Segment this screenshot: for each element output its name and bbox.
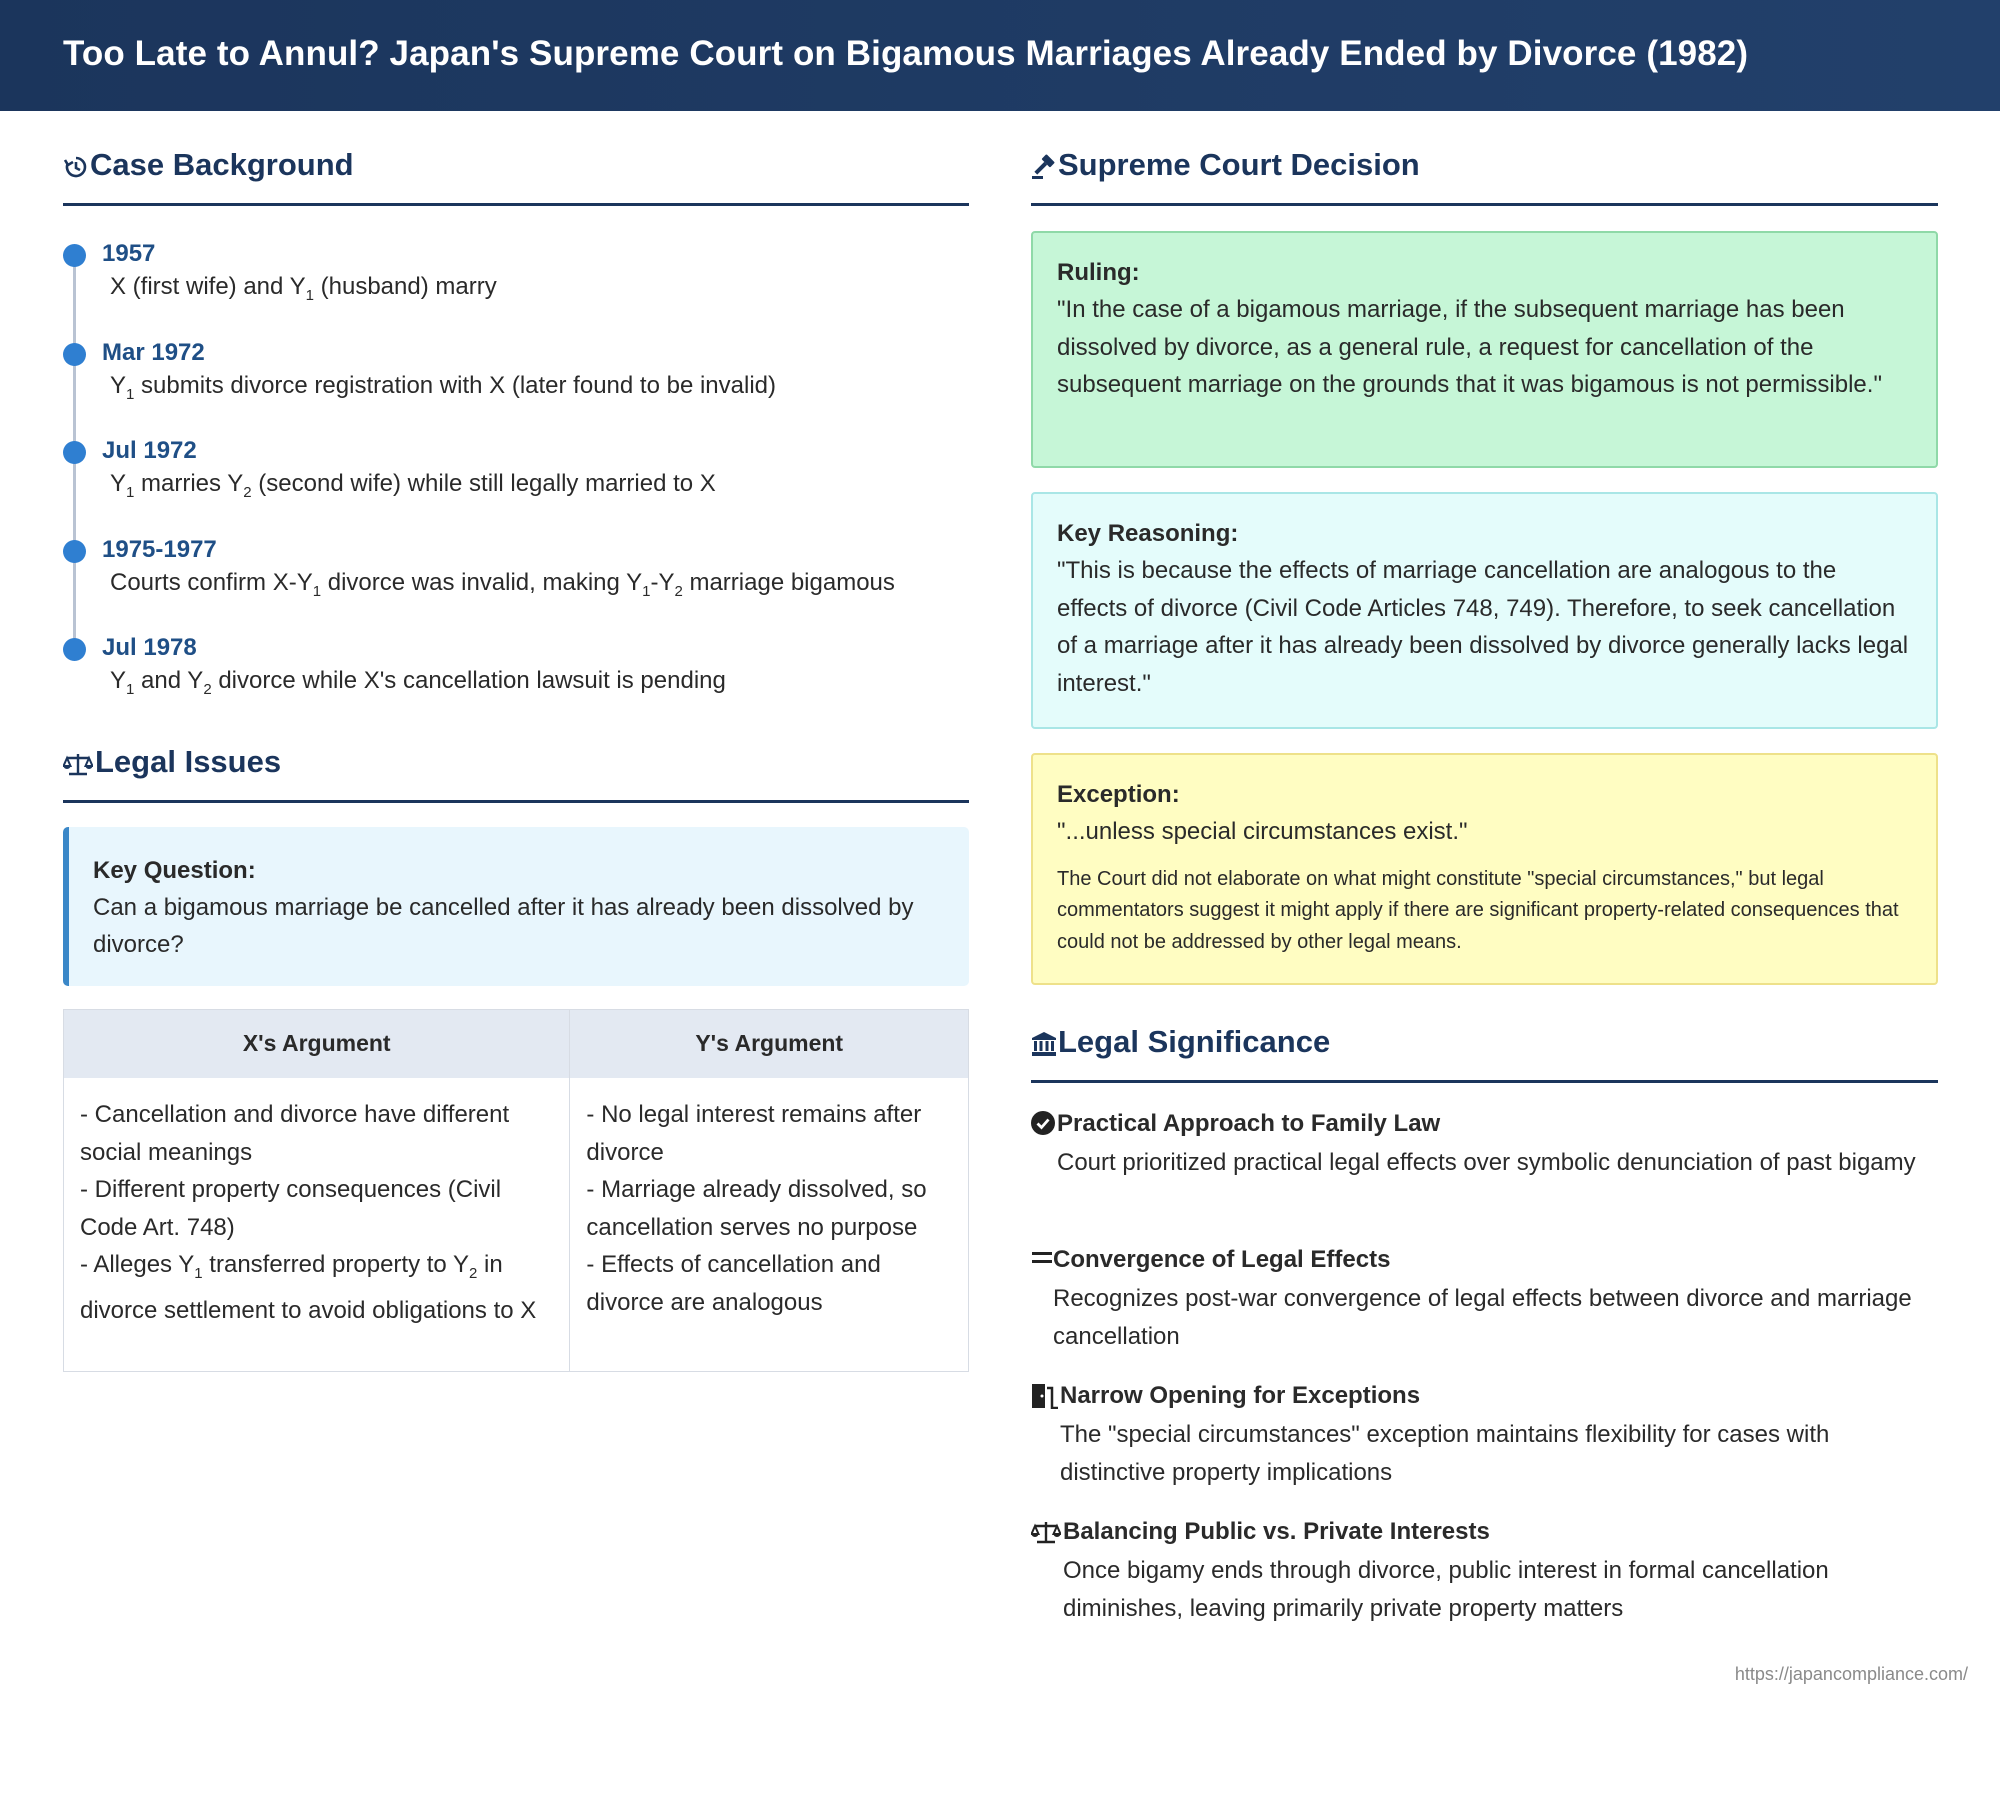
timeline-date: 1975-1977 [102, 535, 217, 563]
section-divider [1031, 1080, 1938, 1083]
significance-item [1031, 1379, 1938, 1515]
key-question-box [63, 827, 969, 986]
significance-title: Legal Significance [1058, 1024, 1331, 1059]
reasoning-text: "This is because the effects of marriage cancellation are analogous to the effects of divorce (Civil Code Articles 748, 749). Therefore, to seek cancellation of a marriage after it has already been dissolved by divorce generally lacks legal interest." [1057, 557, 1909, 697]
significance-item-title: Convergence of Legal Effects [1053, 1245, 1391, 1273]
timeline-event [63, 232, 969, 331]
institution-icon [1031, 1029, 1057, 1055]
significance-item [1031, 1107, 1938, 1243]
ruling-label: Ruling: [1057, 259, 1140, 286]
exception-text: "...unless special circumstances exist." [1057, 818, 1468, 845]
section-divider [63, 203, 969, 206]
decision-title: Supreme Court Decision [1058, 147, 1420, 182]
x-argument-cell: - Cancellation and divorce have different social meanings - Different property consequences (Civil Code Art. 748) - Alleges $Y_1$ transferred property to $Y_2$ in divorce settlement to avoid obligations to X [64, 1078, 570, 1371]
significance-item-text: Once bigamy ends through divorce, public interest in formal cancellation diminishes, leaving primarily private property matters [1063, 1557, 1829, 1622]
significance-item-text: Recognizes post-war convergence of legal effects between divorce and marriage cancellation [1053, 1285, 1912, 1350]
significance-item-title: Practical Approach to Family Law [1057, 1109, 1441, 1137]
exception-note: The Court did not elaborate on what might constitute "special circumstances," but legal commentators suggest it might apply if there are significant property-related consequences that could not be addressed by other legal means. [1057, 867, 1899, 953]
legal-issues-heading [63, 743, 969, 781]
timeline-text: $Y_1$ and $Y_2$ divorce while X's cancellation lawsuit is pending [110, 667, 726, 698]
footer-url: https://japancompliance.com/ [1734, 1664, 1968, 1684]
key-question-text: Can a bigamous marriage be cancelled after it has already been dissolved by divorce? [93, 893, 914, 958]
y-argument-header: Y's Argument [570, 1009, 969, 1078]
x-argument-header: X's Argument [64, 1009, 570, 1078]
timeline-text: X (first wife) and $Y_1$ (husband) marry [110, 273, 497, 304]
significance-list [1031, 1107, 1938, 1651]
timeline-event [63, 429, 969, 528]
door-open-icon [1031, 1383, 1060, 1409]
timeline-date: 1957 [102, 240, 156, 267]
timeline-date: Jul 1972 [102, 437, 197, 464]
key-question-label: Key Question: [93, 856, 256, 884]
decision-heading [1031, 146, 1938, 184]
reasoning-box [1031, 492, 1938, 729]
timeline-date: Mar 1972 [102, 338, 205, 366]
significance-item-title: Narrow Opening for Exceptions [1060, 1381, 1421, 1409]
timeline-event [63, 528, 969, 627]
case-background-title: Case Background [90, 147, 354, 182]
history-icon [63, 152, 89, 178]
significance-item-title: Balancing Public vs. Private Interests [1063, 1517, 1490, 1545]
page-title: Too Late to Annul? Japan's Supreme Court on Bigamous Marriages Already Ended by Divorce (1982) [63, 34, 1749, 73]
case-background-heading [63, 146, 969, 184]
timeline-event [63, 331, 969, 430]
significance-item-text: The "special circumstances" exception maintains flexibility for cases with distinctive property implications [1060, 1421, 1830, 1486]
exception-label: Exception: [1057, 781, 1180, 808]
y-argument-cell: - No legal interest remains after divorce - Marriage already dissolved, so cancellation serves no purpose - Effects of cancellation and divorce are analogous [570, 1078, 969, 1371]
timeline-text: $Y_1$ marries $Y_2$ (second wife) while still legally married to X [110, 470, 716, 501]
arguments-table [63, 1009, 969, 1372]
ruling-box [1031, 231, 1938, 468]
right-column [1031, 146, 1938, 1651]
timeline [63, 232, 969, 725]
timeline-dot [63, 540, 86, 563]
timeline-dot [63, 343, 86, 366]
equals-icon [1031, 1247, 1053, 1273]
significance-heading [1031, 1023, 1938, 1061]
scales-icon [1031, 1519, 1063, 1545]
timeline-date: Jul 1978 [102, 634, 197, 661]
section-divider [63, 800, 969, 803]
timeline-dot [63, 244, 86, 267]
reasoning-label: Key Reasoning: [1057, 520, 1239, 547]
scales-icon [63, 749, 94, 775]
timeline-event [63, 626, 969, 725]
timeline-text: Courts confirm $X-Y_1$ divorce was invalid, making $Y_1-Y_2$ marriage bigamous [110, 568, 895, 600]
significance-item [1031, 1243, 1938, 1379]
check-circle-icon [1031, 1111, 1057, 1137]
timeline-dot [63, 441, 86, 464]
ruling-text: "In the case of a bigamous marriage, if the subsequent marriage has been dissolved by divorce, as a general rule, a request for cancellation of the subsequent marriage on the grounds that it was bigamous is not permissible." [1057, 296, 1882, 398]
timeline-dot [63, 638, 86, 661]
timeline-text: $Y_1$ submits divorce registration with X (later found to be invalid) [110, 371, 776, 403]
exception-box [1031, 753, 1938, 985]
significance-item [1031, 1515, 1938, 1651]
section-divider [1031, 203, 1938, 206]
gavel-icon [1031, 152, 1057, 178]
significance-item-text: Court prioritized practical legal effects over symbolic denunciation of past bigamy [1057, 1149, 1916, 1176]
page-header [0, 0, 2000, 111]
legal-issues-title: Legal Issues [95, 743, 282, 779]
left-column [63, 146, 969, 1372]
